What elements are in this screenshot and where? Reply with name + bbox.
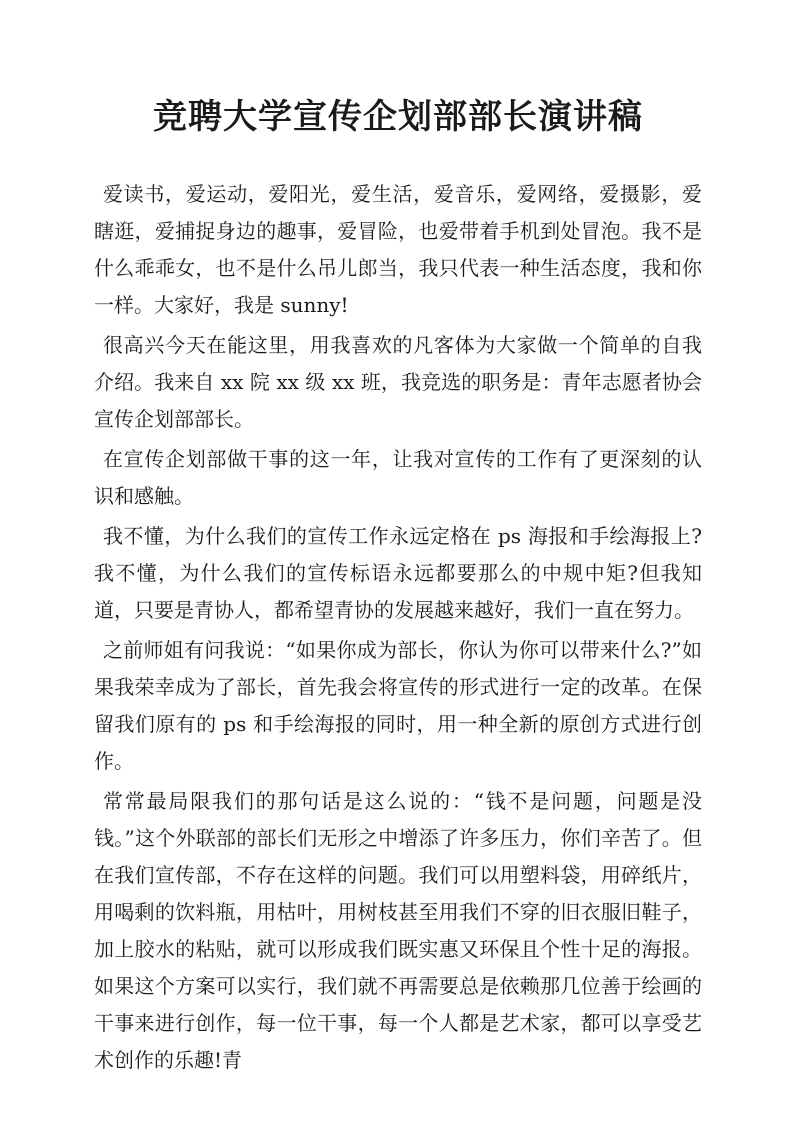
paragraph: 爱读书，爱运动，爱阳光，爱生活，爱音乐，爱网络，爱摄影，爱瞎逛，爱捕捉身边的趣事，爱冒险，也爱带着手机到处冒泡。我不是什么乖乖女，也不是什么吊儿郎当，我只代表一种生活态度，我和你一样。大家好，我是 sunny! (94, 182, 702, 317)
paragraph: 很高兴今天在能这里，用我喜欢的凡客体为大家做一个简单的自我介绍。我来自 xx 院 xx 级 xx 班，我竞选的职务是：青年志愿者协会宣传企划部部长。 (94, 333, 702, 431)
paragraph: 在宣传企划部做干事的这一年，让我对宣传的工作有了更深刻的认识和感触。 (94, 447, 702, 508)
document-body (94, 176, 702, 1079)
paragraph: 之前师姐有问我说：“如果你成为部长，你认为你可以带来什么?”如果我荣幸成为了部长，首先我会将宣传的形式进行一定的改革。在保留我们原有的 ps 和手绘海报的同时，用一种全新的原创方式进行创作。 (94, 638, 702, 773)
document-title: 竞聘大学宣传企划部部长演讲稿 (153, 97, 643, 137)
paragraph: 常常最局限我们的那句话是这么说的：“钱不是问题，问题是没钱。”这个外联部的部长们无形之中增添了许多压力，你们辛苦了。但在我们宣传部，不存在这样的问题。我们可以用塑料袋，用碎纸片，用喝剩的饮料瓶，用枯叶，用树枝甚至用我们不穿的旧衣服旧鞋子，加上胶水的粘贴，就可以形成我们既实惠又环保且个性十足的海报。如果这个方案可以实行，我们就不再需要总是依赖那几位善于绘画的干事来进行创作，每一位干事，每一个人都是艺术家，都可以享受艺术创作的乐趣!青 (94, 789, 702, 1072)
paragraph: 我不懂，为什么我们的宣传工作永远定格在 ps 海报和手绘海报上?我不懂，为什么我们的宣传标语永远都要那么的中规中矩?但我知道，只要是青协人，都希望青协的发展越来越好，我们一直在努力。 (94, 524, 702, 622)
